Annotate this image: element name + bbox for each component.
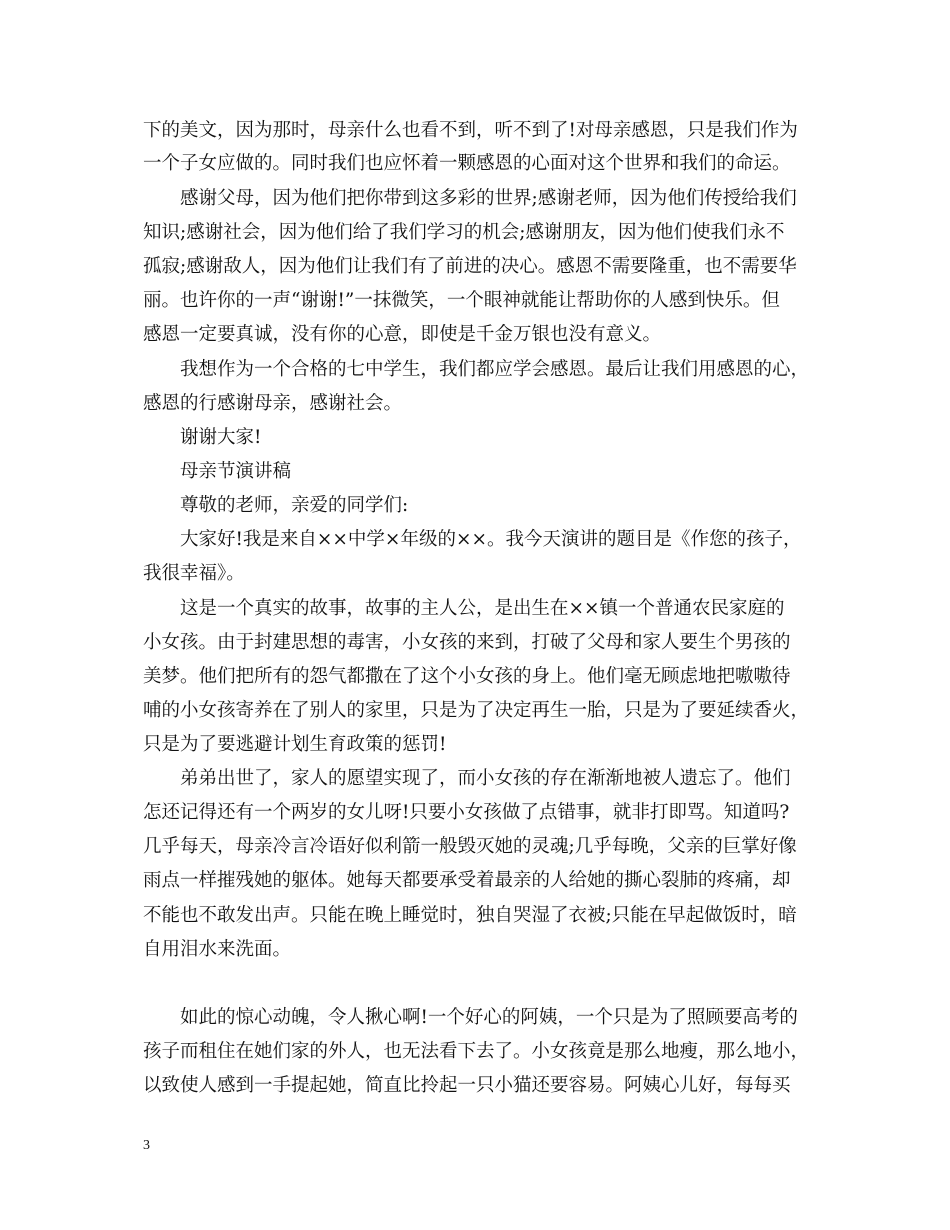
text-line: 谢谢大家! bbox=[180, 427, 262, 448]
salutation: 尊敬的老师，亲爱的同学们: bbox=[180, 495, 409, 516]
text-line: 以致使人感到一手提起她，简直比拎起一只小猫还要容易。阿姨心儿好，每每买 bbox=[143, 1075, 791, 1096]
text-line: 知识;感谢社会，因为他们给了我们学习的机会;感谢朋友，因为他们使我们永不 bbox=[143, 222, 785, 243]
text-line: 怎还记得还有一个两岁的女儿呀!只要小女孩做了点错事，就非打即骂。知道吗? bbox=[143, 802, 790, 823]
text-line: 自用泪水来洗面。 bbox=[143, 939, 292, 960]
text-line: 下的美文，因为那时，母亲什么也看不到，听不到了!对母亲感恩，只是我们作为 bbox=[143, 120, 798, 141]
text-line: 大家好!我是来自××中学×年级的××。我今天演讲的题目是《作您的孩子， bbox=[180, 529, 802, 550]
text-line: 哺的小女孩寄养在了别人的家里，只是为了决定再生一胎，只是为了要延续香火， bbox=[143, 700, 810, 721]
text-line: 我想作为一个合格的七中学生，我们都应学会感恩。最后让我们用感恩的心， bbox=[180, 359, 810, 380]
text-line: 孩子而租住在她们家的外人，也无法看下去了。小女孩竟是那么地瘦，那么地小， bbox=[143, 1041, 810, 1062]
text-line: 丽。也许你的一声“谢谢!”一抹微笑，一个眼神就能让帮助你的人感到快乐。但 bbox=[143, 290, 780, 311]
text-line: 美梦。他们把所有的怨气都撒在了这个小女孩的身上。他们毫无顾虑地把嗷嗷待 bbox=[143, 666, 791, 687]
text-line: 如此的惊心动魄，令人揪心啊!一个好心的阿姨，一个只是为了照顾要高考的 bbox=[180, 1007, 798, 1028]
text-line: 这是一个真实的故事，故事的主人公，是出生在××镇一个普通农民家庭的 bbox=[180, 598, 785, 619]
text-line: 雨点一样摧残她的躯体。她每天都要承受着最亲的人给她的撕心裂肺的疼痛，却 bbox=[143, 870, 791, 891]
text-line: 感谢父母，因为他们把你带到这多彩的世界;感谢老师，因为他们传授给我们 bbox=[180, 188, 797, 209]
text-line: 感恩的行感谢母亲，感谢社会。 bbox=[143, 393, 403, 414]
text-line: 我很幸福》。 bbox=[143, 563, 245, 584]
text-line: 感恩一定要真诚，没有你的心意，即使是千金万银也没有意义。 bbox=[143, 324, 662, 345]
text-line: 小女孩。由于封建思想的毒害，小女孩的来到，打破了父母和家人要生个男孩的 bbox=[143, 632, 791, 653]
text-line: 一个子女应做的。同时我们也应怀着一颗感恩的心面对这个世界和我们的命运。 bbox=[143, 153, 791, 174]
section-title: 母亲节演讲稿 bbox=[180, 461, 292, 482]
page-number: 3 bbox=[143, 1138, 150, 1153]
text-line: 孤寂;感谢敌人，因为他们让我们有了前进的决心。感恩不需要隆重，也不需要华 bbox=[143, 256, 797, 277]
text-line: 不能也不敢发出声。只能在晚上睡觉时，独自哭湿了衣被;只能在早起做饭时，暗 bbox=[143, 905, 797, 926]
text-line: 只是为了要逃避计划生育政策的惩罚! bbox=[143, 734, 447, 755]
text-line: 几乎每天，母亲冷言冷语好似利箭一般毁灭她的灵魂;几乎每晚，父亲的巨掌好像 bbox=[143, 836, 797, 857]
text-line: 弟弟出世了，家人的愿望实现了，而小女孩的存在渐渐地被人遗忘了。他们 bbox=[180, 768, 791, 789]
